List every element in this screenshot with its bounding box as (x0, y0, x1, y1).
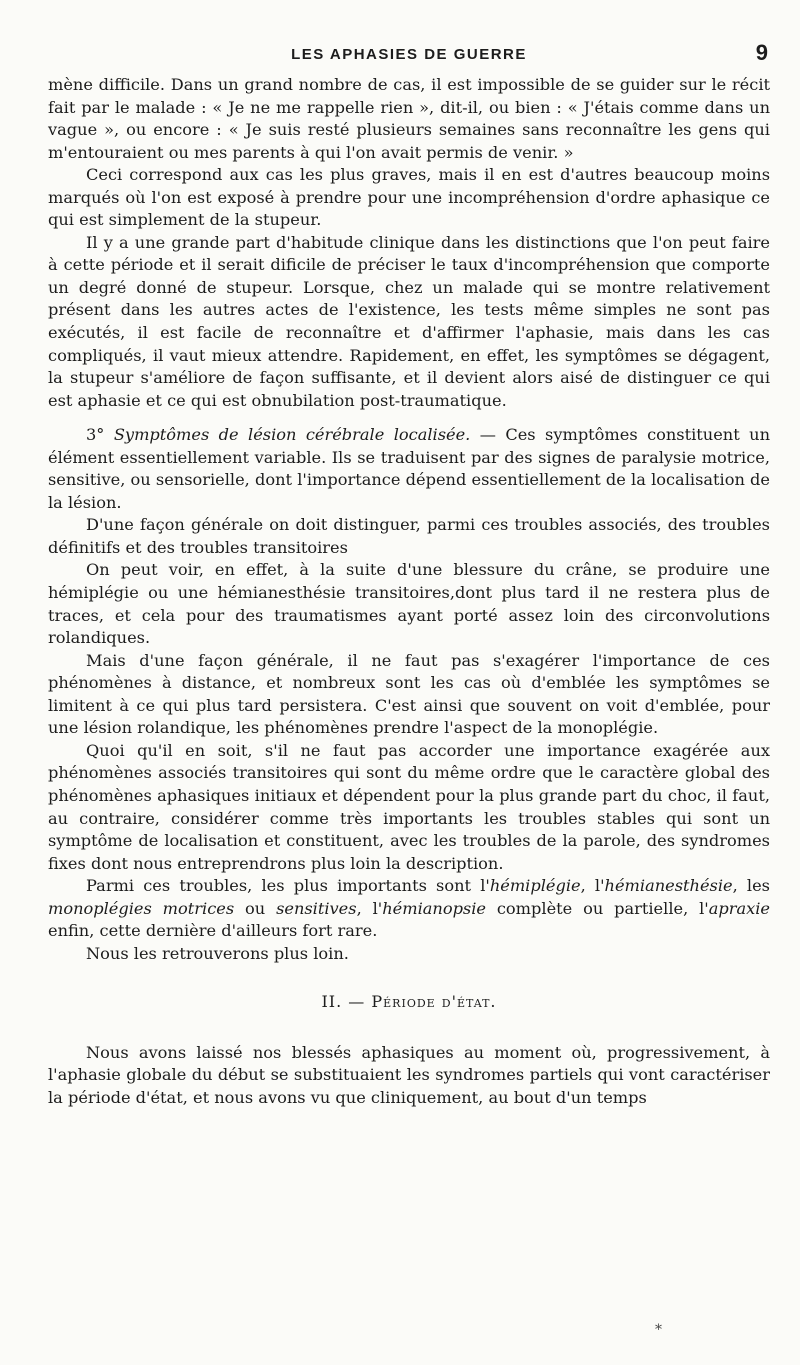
term-hemianesthesie: hémianesthésie (604, 876, 733, 896)
term-hemiplegie: hémiplégie (489, 876, 581, 896)
text-run: , l' (580, 876, 605, 896)
term-apraxie: apraxie (708, 898, 771, 918)
section-title: Période d'état. (371, 992, 497, 1012)
paragraph-6: On peut voir, en effet, à la suite d'une blessure du crâne, se produire une hémiplégie ou une hémianesthésie transitoires,dont plus tard il ne restera plus de traces, et cela pour des traumatismes ayant porté assez loin des circonvolutions rolandiques. (48, 560, 770, 648)
term-monoplegies: monoplégies motrices (48, 898, 235, 918)
item-number: 3° (86, 425, 105, 445)
paragraph-4 (48, 424, 770, 514)
paragraph-9 (48, 875, 770, 943)
paragraph-1: mène difficile. Dans un grand nombre de cas, il est impossible de se guider sur le récit fait par le malade : « Je ne me rappelle rien », dit-il, ou bien : « J'étais comme dans un vague », ou encore : « Je suis resté plusieurs semaines sans reconnaître les gens qui m'entouraient ou mes parents à qui l'on avait permis de venir. » (48, 75, 770, 162)
paragraph-3: Il y a une grande part d'habitude clinique dans les distinctions que l'on peut faire à cette période et il serait dificile de préciser le taux d'incompréhension que comporte un degré donné de stupeur. Lorsque, chez un malade qui se montre relativement présent dans les autres actes de l'existence, les tests même simples ne sont pas exécutés, il est facile de reconnaître et d'affirmer l'aphasie, mais dans les cas compliqués, il vaut mieux attendre. Rapidement, en effet, les symptômes se dégagent, la stupeur s'améliore de façon suffisante, et il devient alors aisé de distinguer ce qui est aphasie et ce qui est obnubilation post-traumatique. (48, 232, 770, 410)
paragraph-10: Nous les retrouverons plus loin. (86, 943, 349, 963)
text-run: enfin, cette dernière d'ailleurs fort rare. (48, 921, 378, 941)
term-hemianopsie: hémianopsie (382, 898, 486, 918)
paragraph-7: Mais d'une façon générale, il ne faut pas s'exagérer l'importance de ces phénomènes à distance, et nombreux sont les cas où d'emblée les symptômes se limitent à ce qui plus tard persistera. C'est ainsi que souvent on voit d'emblée, pour une lésion rolandique, les phénomènes prendre l'aspect de la monoplégie. (48, 650, 770, 738)
paragraph-2: Ceci correspond aux cas les plus graves, mais il en est d'autres beaucoup moins marqués où l'on est exposé à prendre pour une incompréhension d'ordre aphasique ce qui est simplement de la stupeur. (48, 165, 770, 230)
footer-mark: * (655, 1322, 662, 1338)
paragraph-8: Quoi qu'il en soit, s'il ne faut pas accorder une importance exagérée aux phénomènes associés transitoires qui sont du même ordre que le caractère global des phénomènes aphasiques initiaux et dépendent pour la plus grande part du choc, il faut, au contraire, considérer comme très importants les troubles stables qui sont un symptôme de localisation et constituent, avec les troubles de la parole, des syndromes fixes dont nous entreprendrons plus loin la description. (48, 740, 770, 873)
page-number: 9 (755, 40, 768, 65)
text-run: , l' (356, 898, 383, 918)
text-run: Parmi ces troubles, les plus importants sont l' (86, 876, 490, 896)
term-sensitives: sensitives (276, 898, 357, 918)
text-run: complète ou partielle, l' (486, 898, 709, 918)
text-run: , les (732, 876, 770, 896)
section-heading (48, 991, 770, 1014)
page (48, 40, 770, 1110)
running-title: LES APHASIES DE GUERRE (291, 46, 527, 63)
section-number: II. — (321, 992, 372, 1012)
body-text (48, 74, 770, 1110)
paragraph-5: D'une façon générale on doit distinguer, parmi ces troubles associés, des troubles définitifs et des troubles transitoires (48, 515, 770, 557)
paragraph-11: Nous avons laissé nos blessés aphasiques au moment où, progressivement, à l'aphasie globale du début se substituaient les syndromes partiels qui vont caractériser la période d'état, et nous avons vu que cliniquement, au bout d'un temps (48, 1042, 770, 1107)
page-header (48, 40, 770, 74)
text-run: ou (234, 898, 277, 918)
item-title: Symptômes de lésion cérébrale localisée. (113, 425, 471, 445)
item-text: — Ces symptômes constituent un élément essentiellement variable. Ils se traduisent par des signes de paralysie motrice, sensitive, ou sensorielle, dont l'importance dépend essentiellement de la localisation de la lésion. (48, 425, 770, 512)
